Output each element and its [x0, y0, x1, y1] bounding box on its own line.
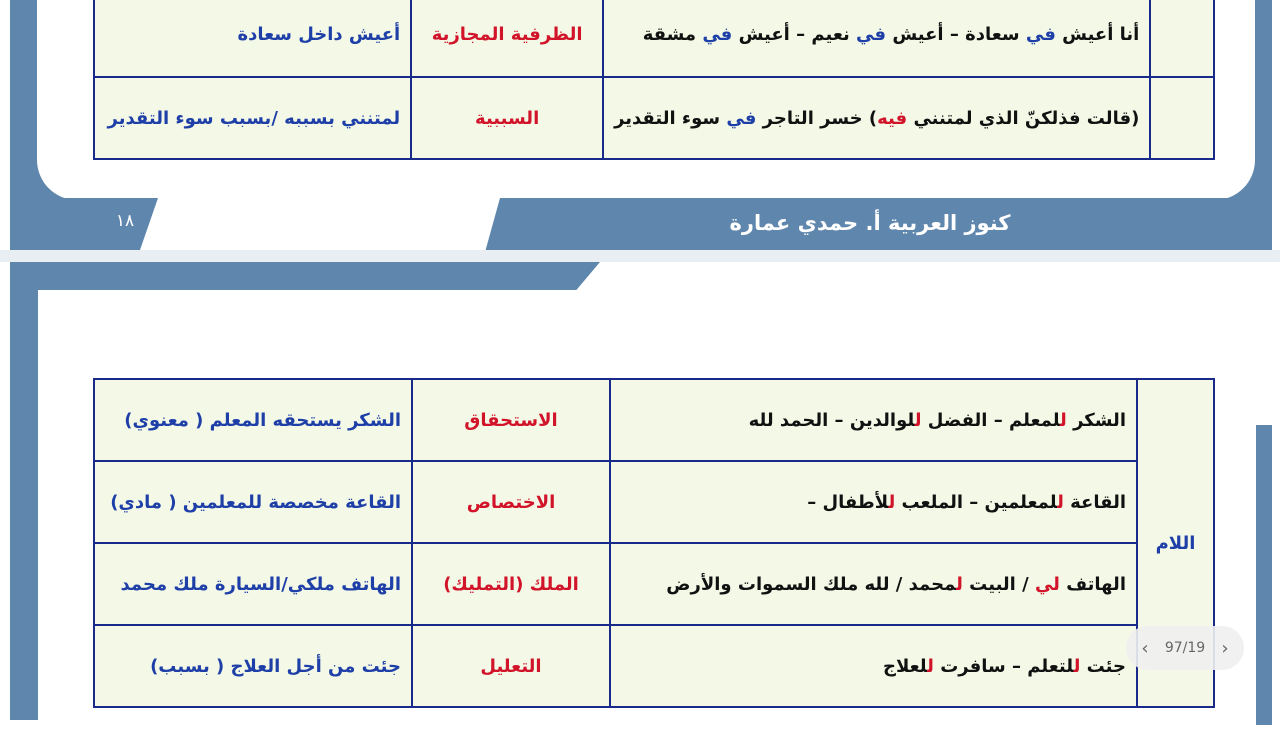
explanation-cell: القاعة مخصصة للمعلمين ( مادي)	[94, 461, 412, 543]
table-row	[94, 77, 1214, 159]
preposition-highlight: في	[856, 23, 887, 45]
page-header-band	[10, 262, 600, 290]
table-row	[94, 543, 1214, 625]
meaning-cell: الاستحقاق	[412, 379, 610, 461]
footer-title: كنوز العربية أ. حمدي عمارة	[729, 211, 1011, 235]
preposition-highlight: ل	[1073, 655, 1081, 677]
meaning-cell: التعليل	[412, 625, 610, 707]
group-label-cell: اللام	[1137, 379, 1214, 707]
page-divider	[0, 250, 1280, 262]
chevron-left-icon[interactable]: ‹	[1141, 637, 1149, 659]
footer-cutout	[140, 198, 500, 250]
preposition-highlight: ل	[1057, 491, 1064, 513]
table-row	[94, 0, 1214, 77]
preposition-highlight: لي	[1034, 573, 1060, 595]
example-cell: (قالت فذلكنّ الذي لمتنني فيه) خسر التاجر في سوء التقدير	[603, 77, 1150, 159]
preposition-highlight: في	[726, 107, 757, 129]
preposition-highlight: فيه	[877, 107, 908, 129]
example-cell: الشكر للمعلم – الفضل للوالدين – الحمد لله	[610, 379, 1137, 461]
meaning-cell: الاختصاص	[412, 461, 610, 543]
chevron-right-icon[interactable]: ›	[1221, 637, 1229, 659]
example-cell: الهاتف لي / البيت لمحمد / لله ملك السموات والأرض	[610, 543, 1137, 625]
preposition-highlight: ل	[888, 491, 896, 513]
top-grammar-table	[93, 0, 1215, 160]
meaning-cell: السببية	[411, 77, 603, 159]
table-row	[94, 625, 1214, 707]
page-count: 97/19	[1164, 640, 1206, 656]
preposition-highlight: ل	[1060, 409, 1067, 431]
meaning-cell: الظرفية المجازية	[411, 0, 603, 77]
preposition-highlight: في	[1025, 23, 1056, 45]
table-row	[94, 379, 1214, 461]
page-border	[10, 262, 38, 720]
page-pager	[1126, 626, 1244, 670]
explanation-cell: الشكر يستحقه المعلم ( معنوي)	[94, 379, 412, 461]
lam-meanings-table	[93, 378, 1215, 708]
label-cell	[1150, 77, 1214, 159]
meaning-cell: الملك (التمليك)	[412, 543, 610, 625]
explanation-cell: الهاتف ملكي/السيارة ملك محمد	[94, 543, 412, 625]
preposition-highlight: ل	[914, 409, 922, 431]
example-cell: جئت للتعلم – سافرت للعلاج	[610, 625, 1137, 707]
preposition-highlight: ل	[927, 655, 934, 677]
explanation-cell: جئت من أجل العلاج ( بسبب)	[94, 625, 412, 707]
page-number: ١٨	[115, 211, 135, 231]
label-cell	[1150, 0, 1214, 77]
explanation-cell: أعيش داخل سعادة	[94, 0, 411, 77]
explanation-cell: لمتنني بسببه /بسبب سوء التقدير	[94, 77, 411, 159]
example-cell: القاعة للمعلمين – الملعب للأطفال –	[610, 461, 1137, 543]
example-cell: أنا أعيش في سعادة – أعيش في نعيم – أعيش في مشقة	[603, 0, 1150, 77]
preposition-highlight: ل	[956, 573, 963, 595]
page-edge-tab	[1256, 425, 1272, 725]
table-row	[94, 461, 1214, 543]
preposition-highlight: في	[702, 23, 733, 45]
